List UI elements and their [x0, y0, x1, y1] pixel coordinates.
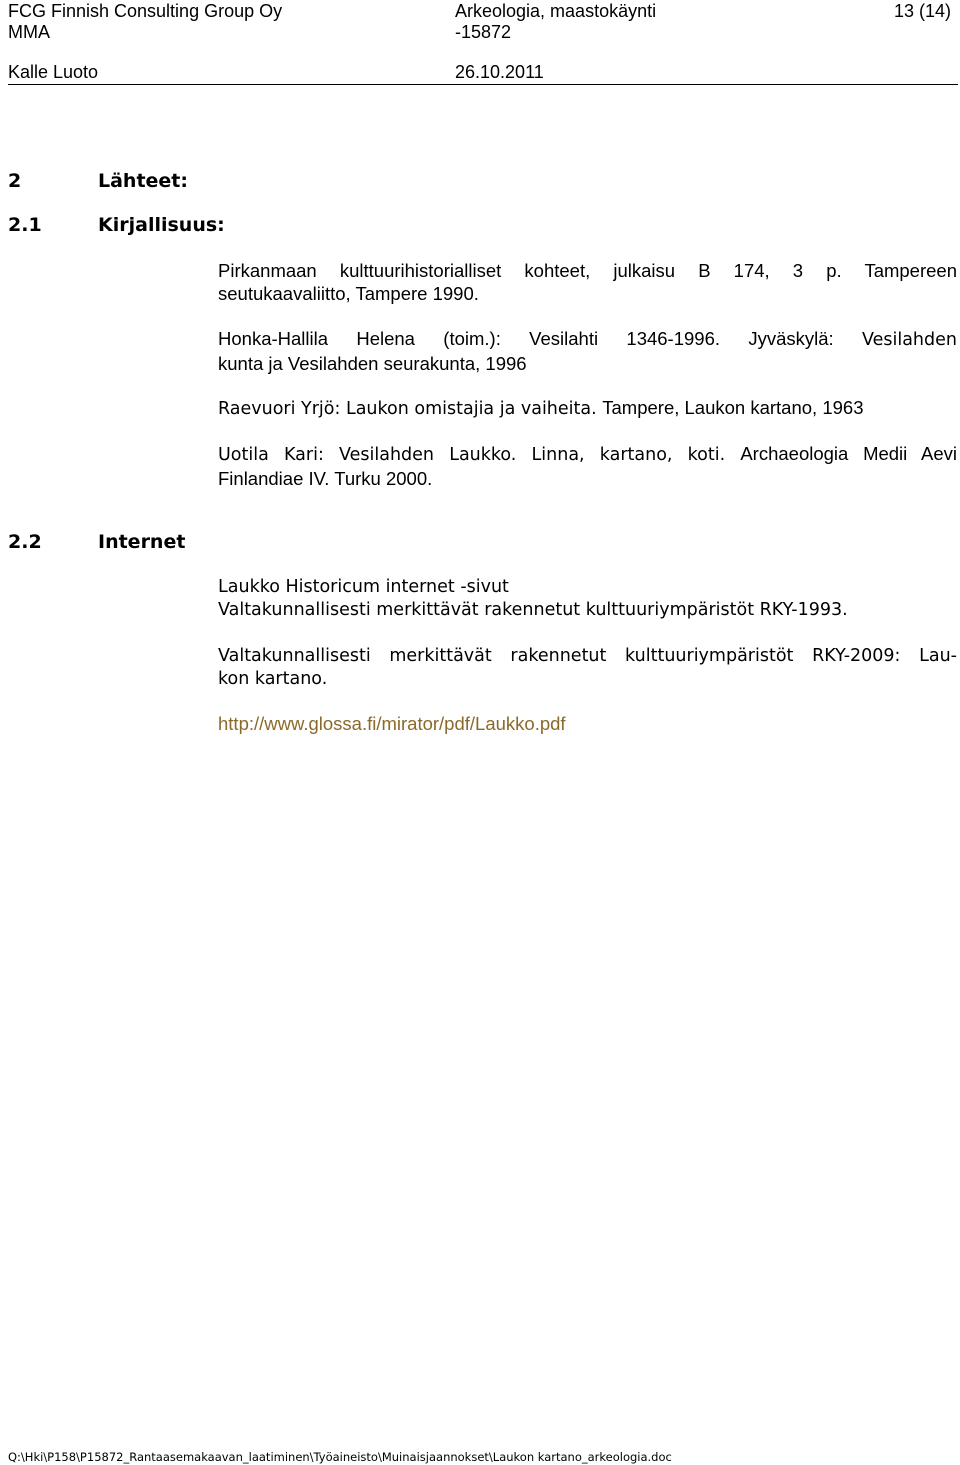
literature-item-3: Raevuori Yrjö: Laukon omistajia ja vaiheita. Tampere, Laukon kartano, 1963: [218, 397, 864, 419]
internet-item-2: Valtakunnallisesti merkittävät rakennetut kulttuuriympäristöt RKY-1993.: [218, 600, 848, 620]
header-author: Kalle Luoto: [8, 62, 99, 82]
section-2-2-number: 2.2: [8, 531, 42, 553]
internet-item-1: Laukko Historicum internet -sivut: [218, 577, 509, 597]
section-2-1-number: 2.1: [8, 214, 42, 236]
header-rule: [8, 84, 958, 85]
header-date: 26.10.2011: [455, 62, 544, 82]
literature-item-1: Pirkanmaan kulttuurihistorialliset kohteet, julkaisu B 174, 3 p. Tampereen seutukaavaliitto, Tampere 1990.: [218, 260, 957, 304]
section-2-title: Lähteet:: [98, 170, 188, 192]
literature-item-2: Honka-Hallila Helena (toim.): Vesilahti 1346-1996. Jyväskylä: Vesilahden kunta ja Vesilahden seurakunta, 1996: [218, 328, 957, 374]
header-dept: MMA: [8, 22, 50, 42]
footer-file-path: Q:\Hki\P158\P15872_Rantaasemakaavan_laatiminen\Työaineisto\Muinaisjaannokset\Laukon kartano_arkeologia.doc: [8, 1450, 672, 1464]
header-company: FCG Finnish Consulting Group Oy: [8, 1, 283, 21]
internet-item-3: Valtakunnallisesti merkittävät rakennetut kulttuuriympäristöt RKY-2009: Lau- kon kartano.: [218, 646, 957, 689]
literature-item-4: Uotila Kari: Vesilahden Laukko. Linna, kartano, koti. Archaeologia Medii Aevi Finlandiae IV. Turku 2000.: [218, 443, 957, 489]
header-project-number: -15872: [455, 22, 512, 42]
laukko-pdf-link[interactable]: http://www.glossa.fi/mirator/pdf/Laukko.pdf: [218, 713, 566, 734]
internet-link[interactable]: [218, 712, 957, 735]
header-project-title: Arkeologia, maastokäynti: [455, 1, 657, 21]
section-2-1-title: Kirjallisuus:: [98, 214, 225, 236]
section-2-2-title: Internet: [98, 531, 186, 553]
header-page-number: 13 (14): [894, 1, 952, 21]
section-2-number: 2: [8, 170, 22, 192]
